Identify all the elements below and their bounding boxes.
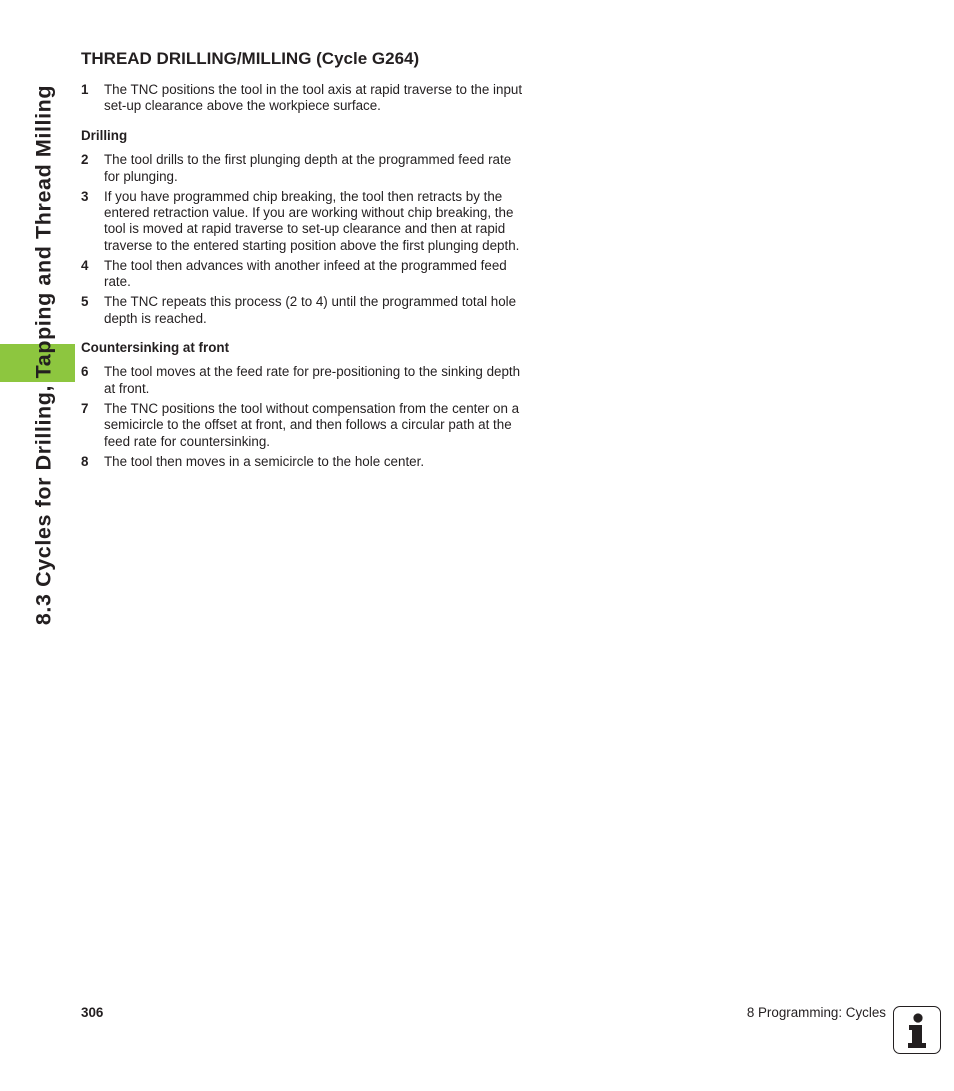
subheading-countersinking: Countersinking at front bbox=[81, 340, 230, 356]
step-number: 3 bbox=[81, 188, 89, 204]
page-number: 306 bbox=[81, 1005, 104, 1020]
chapter-label: 8 Programming: Cycles bbox=[746, 1005, 886, 1020]
main-content bbox=[81, 46, 526, 474]
step-text: The tool drills to the first plunging depth at the programmed feed rate for plunging. bbox=[104, 152, 512, 184]
step-number: 6 bbox=[81, 364, 89, 380]
step-text: The tool then advances with another infeed at the programmed feed rate. bbox=[104, 257, 507, 290]
list-item bbox=[81, 454, 526, 470]
step-text: The TNC positions the tool in the tool axis at rapid traverse to the input set-up clearance above the workpiece surface. bbox=[104, 82, 523, 114]
step-number: 4 bbox=[81, 257, 89, 273]
list-item bbox=[81, 364, 526, 397]
section-side-title: 8.3 Cycles for Drilling, Tapping and Thread Milling bbox=[31, 84, 56, 626]
step-number: 2 bbox=[81, 152, 89, 168]
list-item bbox=[81, 189, 526, 255]
list-item bbox=[81, 258, 526, 291]
list-item bbox=[81, 401, 526, 450]
step-text: The TNC positions the tool without compensation from the center on a semicircle to the offset at front, and then follows a circular path at the feed rate for countersinking. bbox=[104, 400, 520, 449]
step-number: 8 bbox=[81, 453, 89, 469]
list-item bbox=[81, 294, 526, 327]
step-text: The tool then moves in a semicircle to the hole center. bbox=[104, 453, 425, 469]
step-text: If you have programmed chip breaking, the tool then retracts by the entered retraction value. If you are working without chip breaking, the tool is moved at rapid traverse to set-up clearance and then at rapid traverse to the entered starting position above the first plunging depth. bbox=[104, 188, 520, 253]
step-text: The TNC repeats this process (2 to 4) until the programmed total hole depth is reached. bbox=[104, 294, 517, 326]
page-title: THREAD DRILLING/MILLING (Cycle G264) bbox=[81, 49, 420, 68]
list-item bbox=[81, 82, 526, 115]
info-icon bbox=[893, 1006, 941, 1054]
list-item bbox=[81, 152, 526, 185]
step-number: 7 bbox=[81, 400, 89, 416]
subheading-drilling: Drilling bbox=[81, 127, 128, 143]
step-text: The tool moves at the feed rate for pre-positioning to the sinking depth at front. bbox=[104, 364, 521, 396]
info-icon-glyph bbox=[894, 1007, 939, 1052]
step-number: 1 bbox=[81, 82, 89, 97]
step-number: 5 bbox=[81, 294, 89, 310]
